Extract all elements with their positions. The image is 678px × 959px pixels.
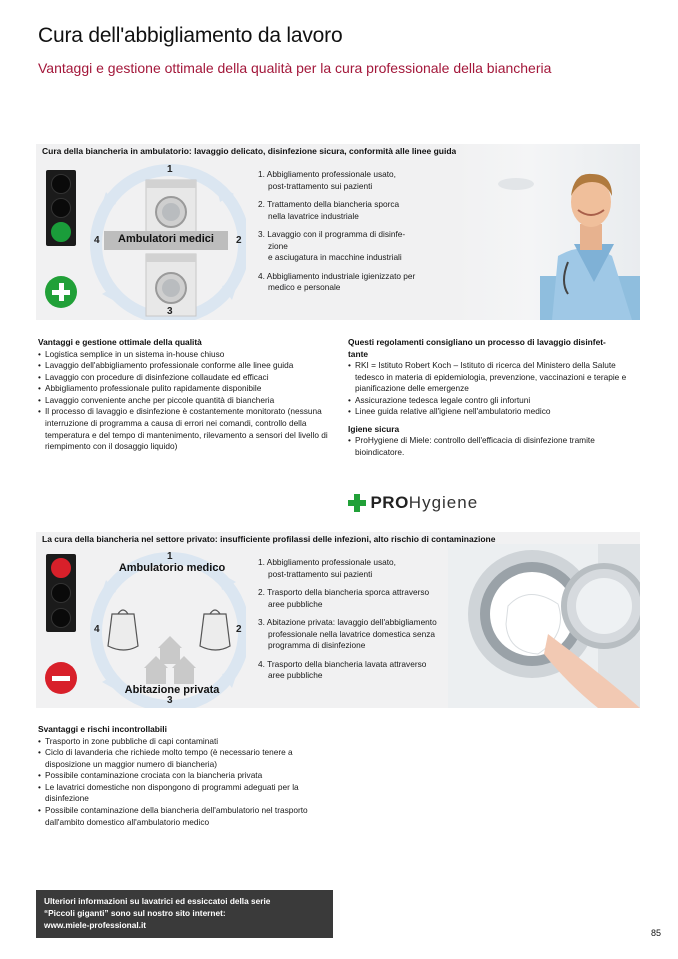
- page-title: Cura dell'abbigliamento da lavoro: [38, 24, 343, 47]
- section1-panel: [36, 144, 640, 320]
- doctor-photo: [456, 144, 640, 320]
- traffic-light-green: [46, 170, 76, 246]
- step-item: 2. Trasporto della biancheria sporca attraverso aree pubbliche: [258, 587, 430, 609]
- washing-machine-photo: [448, 544, 640, 708]
- red-lamp: [51, 558, 71, 578]
- list-item: • Lavaggio con procedure di disinfezione collaudate ed efficaci: [38, 372, 328, 384]
- list-item: • Ciclo di lavanderia che richiede molto tempo (è necessario tenere a disposizione un maggior numero di biancheria): [38, 747, 338, 770]
- section1-heading: Cura della biancheria in ambulatorio: lavaggio delicato, disinfezione sicura, conformità alle linee guida: [42, 146, 457, 156]
- section2-panel: [36, 532, 640, 708]
- cycle-number-1: 1: [167, 164, 173, 175]
- advantages-block: [38, 337, 328, 453]
- list-item: • Lavaggio conveniente anche per piccole quantità di biancheria: [38, 395, 328, 407]
- traffic-light-red: [46, 554, 76, 632]
- step-item: 2. Trattamento della biancheria sporca nella lavatrice industriale: [258, 199, 400, 221]
- regulations-list: [348, 360, 640, 418]
- footer-info-box: [36, 890, 333, 938]
- cycle2-number-1: 1: [167, 551, 173, 562]
- list-item: • Lavaggio dell'abbigliamento professionale conforme alle linee guida: [38, 360, 328, 372]
- top-label: Ambulatorio medico: [118, 562, 226, 574]
- step-item: 1. Abbigliamento professionale usato, post-trattamento sui pazienti: [258, 169, 396, 191]
- step-item: 4. Abbigliamento industriale igienizzato per medico e personale: [258, 270, 416, 292]
- footer-line: “Piccoli giganti” sono sul nostro sito internet:: [44, 907, 226, 918]
- footer-line: Ulteriori informazioni su lavatrici ed essiccatoi della serie: [44, 896, 271, 906]
- list-item: • Logistica semplice in un sistema in-house chiuso: [38, 349, 328, 361]
- hygiene-list: [348, 435, 640, 458]
- list-item: • ProHygiene di Miele: controllo dell'efficacia di disinfezione tramite bioindicatore.: [348, 435, 640, 458]
- list-item: • RKI = Istituto Robert Koch – Istituto di ricerca del Ministero della Salute tedesco in materia di epidemiologia, prevenzione, vaccinazioni e terapie e pianificazione delle emergenze: [348, 360, 640, 395]
- list-item: • Trasporto in zone pubbliche di capi contaminati: [38, 736, 338, 748]
- advantages-title: Vantaggi e gestione ottimale della qualità: [38, 337, 202, 347]
- step-item: 1. Abbigliamento professionale usato, post-trattamento sui pazienti: [258, 557, 396, 579]
- list-item: • Abbigliamento professionale pulito rapidamente disponibile: [38, 383, 328, 395]
- cycle-number-2: 2: [236, 235, 242, 246]
- section1-steps: [258, 169, 458, 301]
- list-item: • Il processo di lavaggio e disinfezione è costantemente monitorato (nessuna interruzione di programma a causa di errori nei comandi, controllo della temperatura e del tempo di mantenimento, rilevamento a sensori del livello di riempimento con il dosaggio liquido): [38, 406, 328, 452]
- page-subtitle: Vantaggi e gestione ottimale della qualità per la cura professionale della biancheria: [38, 60, 552, 76]
- regulations-block: [348, 337, 640, 459]
- step-item: 3. Abitazione privata: lavaggio dell'abbigliamento professionale nella lavatrice domestica senza programma di disinfezione: [258, 617, 437, 650]
- cycle2-number-3: 3: [167, 695, 173, 706]
- list-item: • Le lavatrici domestiche non dispongono di programmi adeguati per la disinfezione: [38, 782, 338, 805]
- laundry-bag-left-icon: [108, 610, 138, 650]
- page-number: 85: [651, 928, 662, 938]
- green-lamp: [51, 222, 71, 242]
- advantages-list: [38, 349, 328, 453]
- cycle2-number-2: 2: [236, 624, 242, 635]
- disadvantages-block: [38, 724, 338, 828]
- plus-icon: [45, 276, 77, 308]
- bottom-label: Abitazione privata: [124, 684, 220, 696]
- section2-steps: [258, 557, 468, 689]
- disadvantages-title: Svantaggi e rischi incontrollabili: [38, 724, 167, 734]
- cycle-label: Ambulatori medici: [118, 233, 214, 245]
- step-item: 4. Trasporto della biancheria lavata attraverso aree pubbliche: [258, 658, 427, 680]
- list-item: • Linee guida relative all'igiene nell'ambulatorio medico: [348, 406, 640, 418]
- section2-heading: La cura della biancheria nel settore privato: insufficiente profilassi delle infezioni, alto rischio di contaminazione: [42, 534, 496, 544]
- regulations-title: Questi regolamenti consigliano un processo di lavaggio disinfet- tante: [348, 337, 606, 359]
- list-item: • Assicurazione tedesca legale contro gli infortuni: [348, 395, 640, 407]
- cycle-number-4: 4: [94, 235, 100, 246]
- cycle2-number-4: 4: [94, 624, 100, 635]
- laundry-bag-right-icon: [200, 610, 230, 650]
- houses-icon: [144, 636, 196, 684]
- hygiene-title: Igiene sicura: [348, 423, 400, 434]
- website-link[interactable]: www.miele-professional.it: [44, 919, 147, 930]
- prohygiene-logo: PROHygiene: [348, 493, 478, 513]
- green-cross-icon: [348, 494, 366, 512]
- list-item: • Possibile contaminazione della biancheria dell'ambulatorio nel trasporto dall'ambito domestico all'ambulatorio medico: [38, 805, 338, 828]
- disadvantages-list: [38, 736, 338, 829]
- minus-icon: [45, 662, 77, 694]
- step-item: 3. Lavaggio con il programma di disinfe- zione e asciugatura in macchine industriali: [258, 229, 406, 262]
- cycle-number-3: 3: [167, 306, 173, 317]
- list-item: • Possibile contaminazione crociata con la biancheria privata: [38, 770, 338, 782]
